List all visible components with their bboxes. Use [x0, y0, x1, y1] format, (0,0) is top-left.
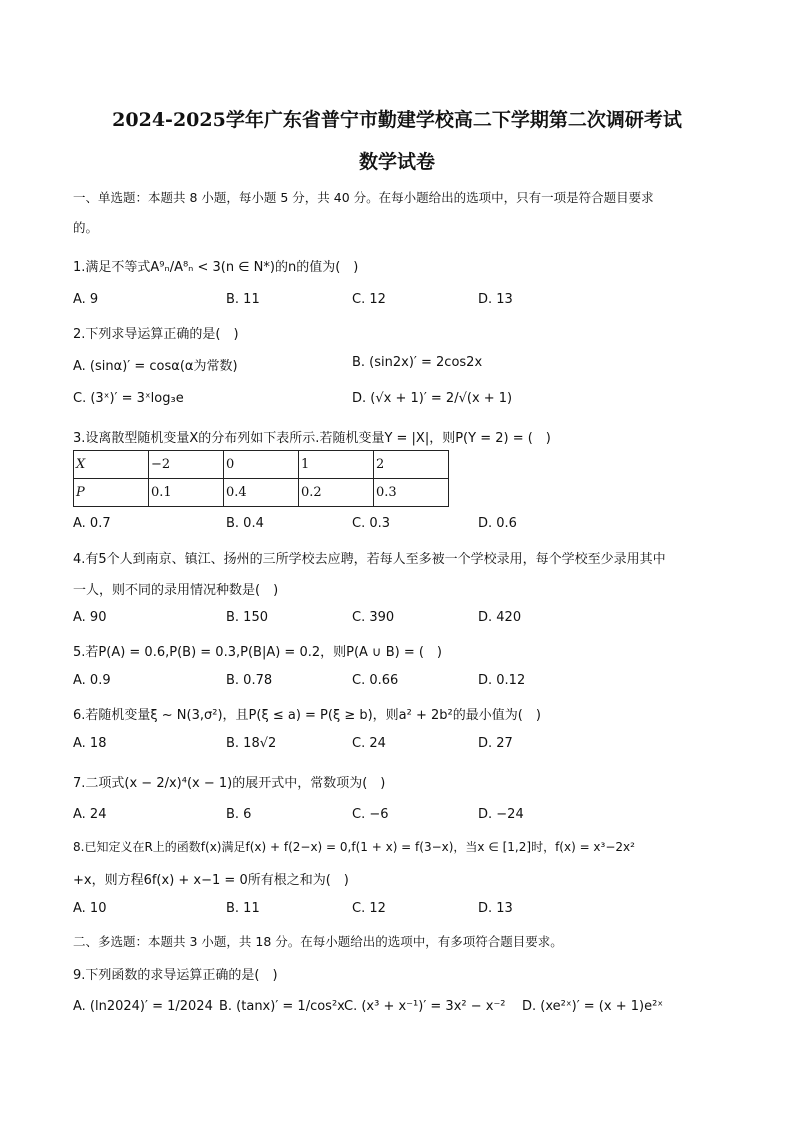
- question-9-stem: 9.下列函数的求导运算正确的是( ): [73, 968, 278, 983]
- question-6-stem: 6.若随机变量ξ ~ N(3,σ²)，且P(ξ ≤ a) = P(ξ ≥ b)，则a² + 2b²的最小值为( ): [73, 708, 541, 723]
- q7-option-d[interactable]: D. −24: [478, 807, 524, 822]
- exam-subject: 数学试卷: [358, 151, 435, 173]
- section-1-heading-cont: 的。: [73, 220, 99, 235]
- question-3-stem: 3.设离散型随机变量X的分布列如下表所示.若随机变量Y = |X|，则P(Y = 2) = ( ): [73, 431, 551, 446]
- q3-option-b[interactable]: B. 0.4: [226, 516, 264, 531]
- q5-option-c[interactable]: C. 0.66: [352, 673, 399, 688]
- distribution-table: [73, 450, 449, 507]
- q2-option-c[interactable]: C. (3ˣ)′ = 3ˣlog₃e: [73, 391, 184, 406]
- q6-option-a[interactable]: A. 18: [73, 736, 107, 751]
- q8-option-d[interactable]: D. 13: [478, 901, 513, 916]
- table-row: [74, 479, 449, 507]
- table-cell: 0.3: [374, 479, 449, 507]
- q9-option-d[interactable]: D. (xe²ˣ)′ = (x + 1)e²ˣ: [522, 999, 664, 1014]
- q7-option-c[interactable]: C. −6: [352, 807, 389, 822]
- question-8-stem-cont: +x，则方程6f(x) + x−1 = 0所有根之和为( ): [73, 873, 349, 888]
- q4-option-c[interactable]: C. 390: [352, 610, 395, 625]
- q9-option-c[interactable]: C. (x³ + x⁻¹)′ = 3x² − x⁻²: [344, 999, 506, 1014]
- q8-option-a[interactable]: A. 10: [73, 901, 107, 916]
- q9-option-a[interactable]: A. (ln2024)′ = 1/2024: [73, 999, 213, 1014]
- q1-option-b[interactable]: B. 11: [226, 292, 260, 307]
- q2-option-a[interactable]: A. (sinα)′ = cosα(α为常数): [73, 359, 238, 374]
- q2-option-d[interactable]: D. (√x + 1)′ = 2/√(x + 1): [352, 391, 513, 406]
- q4-option-d[interactable]: D. 420: [478, 610, 522, 625]
- table-cell: X: [74, 451, 149, 479]
- question-1-stem: 1.满足不等式A⁹ₙ/A⁸ₙ < 3(n ∈ N*)的n的值为( ): [73, 260, 359, 275]
- q5-option-b[interactable]: B. 0.78: [226, 673, 273, 688]
- table-cell: 1: [299, 451, 374, 479]
- exam-title: 2024-2025学年广东省普宁市勤建学校高二下学期第二次调研考试: [112, 109, 682, 131]
- q1-option-d[interactable]: D. 13: [478, 292, 513, 307]
- table-cell: 0.4: [224, 479, 299, 507]
- q8-option-c[interactable]: C. 12: [352, 901, 386, 916]
- q1-option-a[interactable]: A. 9: [73, 292, 99, 307]
- table-row: [74, 451, 449, 479]
- q1-option-c[interactable]: C. 12: [352, 292, 386, 307]
- q5-option-a[interactable]: A. 0.9: [73, 673, 111, 688]
- table-cell: 0: [224, 451, 299, 479]
- question-4-stem: 4.有5个人到南京、镇江、扬州的三所学校去应聘，若每人至多被一个学校录用，每个学校至少录用其中: [73, 552, 666, 567]
- q7-option-b[interactable]: B. 6: [226, 807, 252, 822]
- question-8-stem: 8.已知定义在R上的函数f(x)满足f(x) + f(2−x) = 0,f(1 + x) = f(3−x)，当x ∈ [1,2]时，f(x) = x³−2x²: [73, 840, 635, 854]
- section-1-heading: 一、单选题：本题共 8 小题，每小题 5 分，共 40 分。在每小题给出的选项中，只有一项是符合题目要求: [73, 190, 654, 205]
- question-5-stem: 5.若P(A) = 0.6,P(B) = 0.3,P(B|A) = 0.2，则P(A ∪ B) = ( ): [73, 645, 442, 660]
- table-cell: −2: [149, 451, 224, 479]
- table-cell: 0.1: [149, 479, 224, 507]
- question-4-stem-cont: 一人，则不同的录用情况种数是( ): [73, 583, 279, 598]
- question-2-stem: 2.下列求导运算正确的是( ): [73, 327, 239, 342]
- q4-option-b[interactable]: B. 150: [226, 610, 268, 625]
- q6-option-b[interactable]: B. 18√2: [226, 736, 277, 751]
- q6-option-c[interactable]: C. 24: [352, 736, 386, 751]
- q3-option-c[interactable]: C. 0.3: [352, 516, 391, 531]
- table-cell: 2: [374, 451, 449, 479]
- table-cell: P: [74, 479, 149, 507]
- q3-option-d[interactable]: D. 0.6: [478, 516, 517, 531]
- q7-option-a[interactable]: A. 24: [73, 807, 107, 822]
- q2-option-b[interactable]: B. (sin2x)′ = 2cos2x: [352, 355, 483, 370]
- q3-option-a[interactable]: A. 0.7: [73, 516, 111, 531]
- q8-option-b[interactable]: B. 11: [226, 901, 260, 916]
- section-2-heading: 二、多选题：本题共 3 小题，共 18 分。在每小题给出的选项中，有多项符合题目要求。: [73, 934, 563, 949]
- q9-option-b[interactable]: B. (tanx)′ = 1/cos²x: [219, 999, 345, 1014]
- q6-option-d[interactable]: D. 27: [478, 736, 513, 751]
- question-7-stem: 7.二项式(x − 2/x)⁴(x − 1)的展开式中，常数项为( ): [73, 776, 386, 791]
- table-cell: 0.2: [299, 479, 374, 507]
- q5-option-d[interactable]: D. 0.12: [478, 673, 526, 688]
- q4-option-a[interactable]: A. 90: [73, 610, 107, 625]
